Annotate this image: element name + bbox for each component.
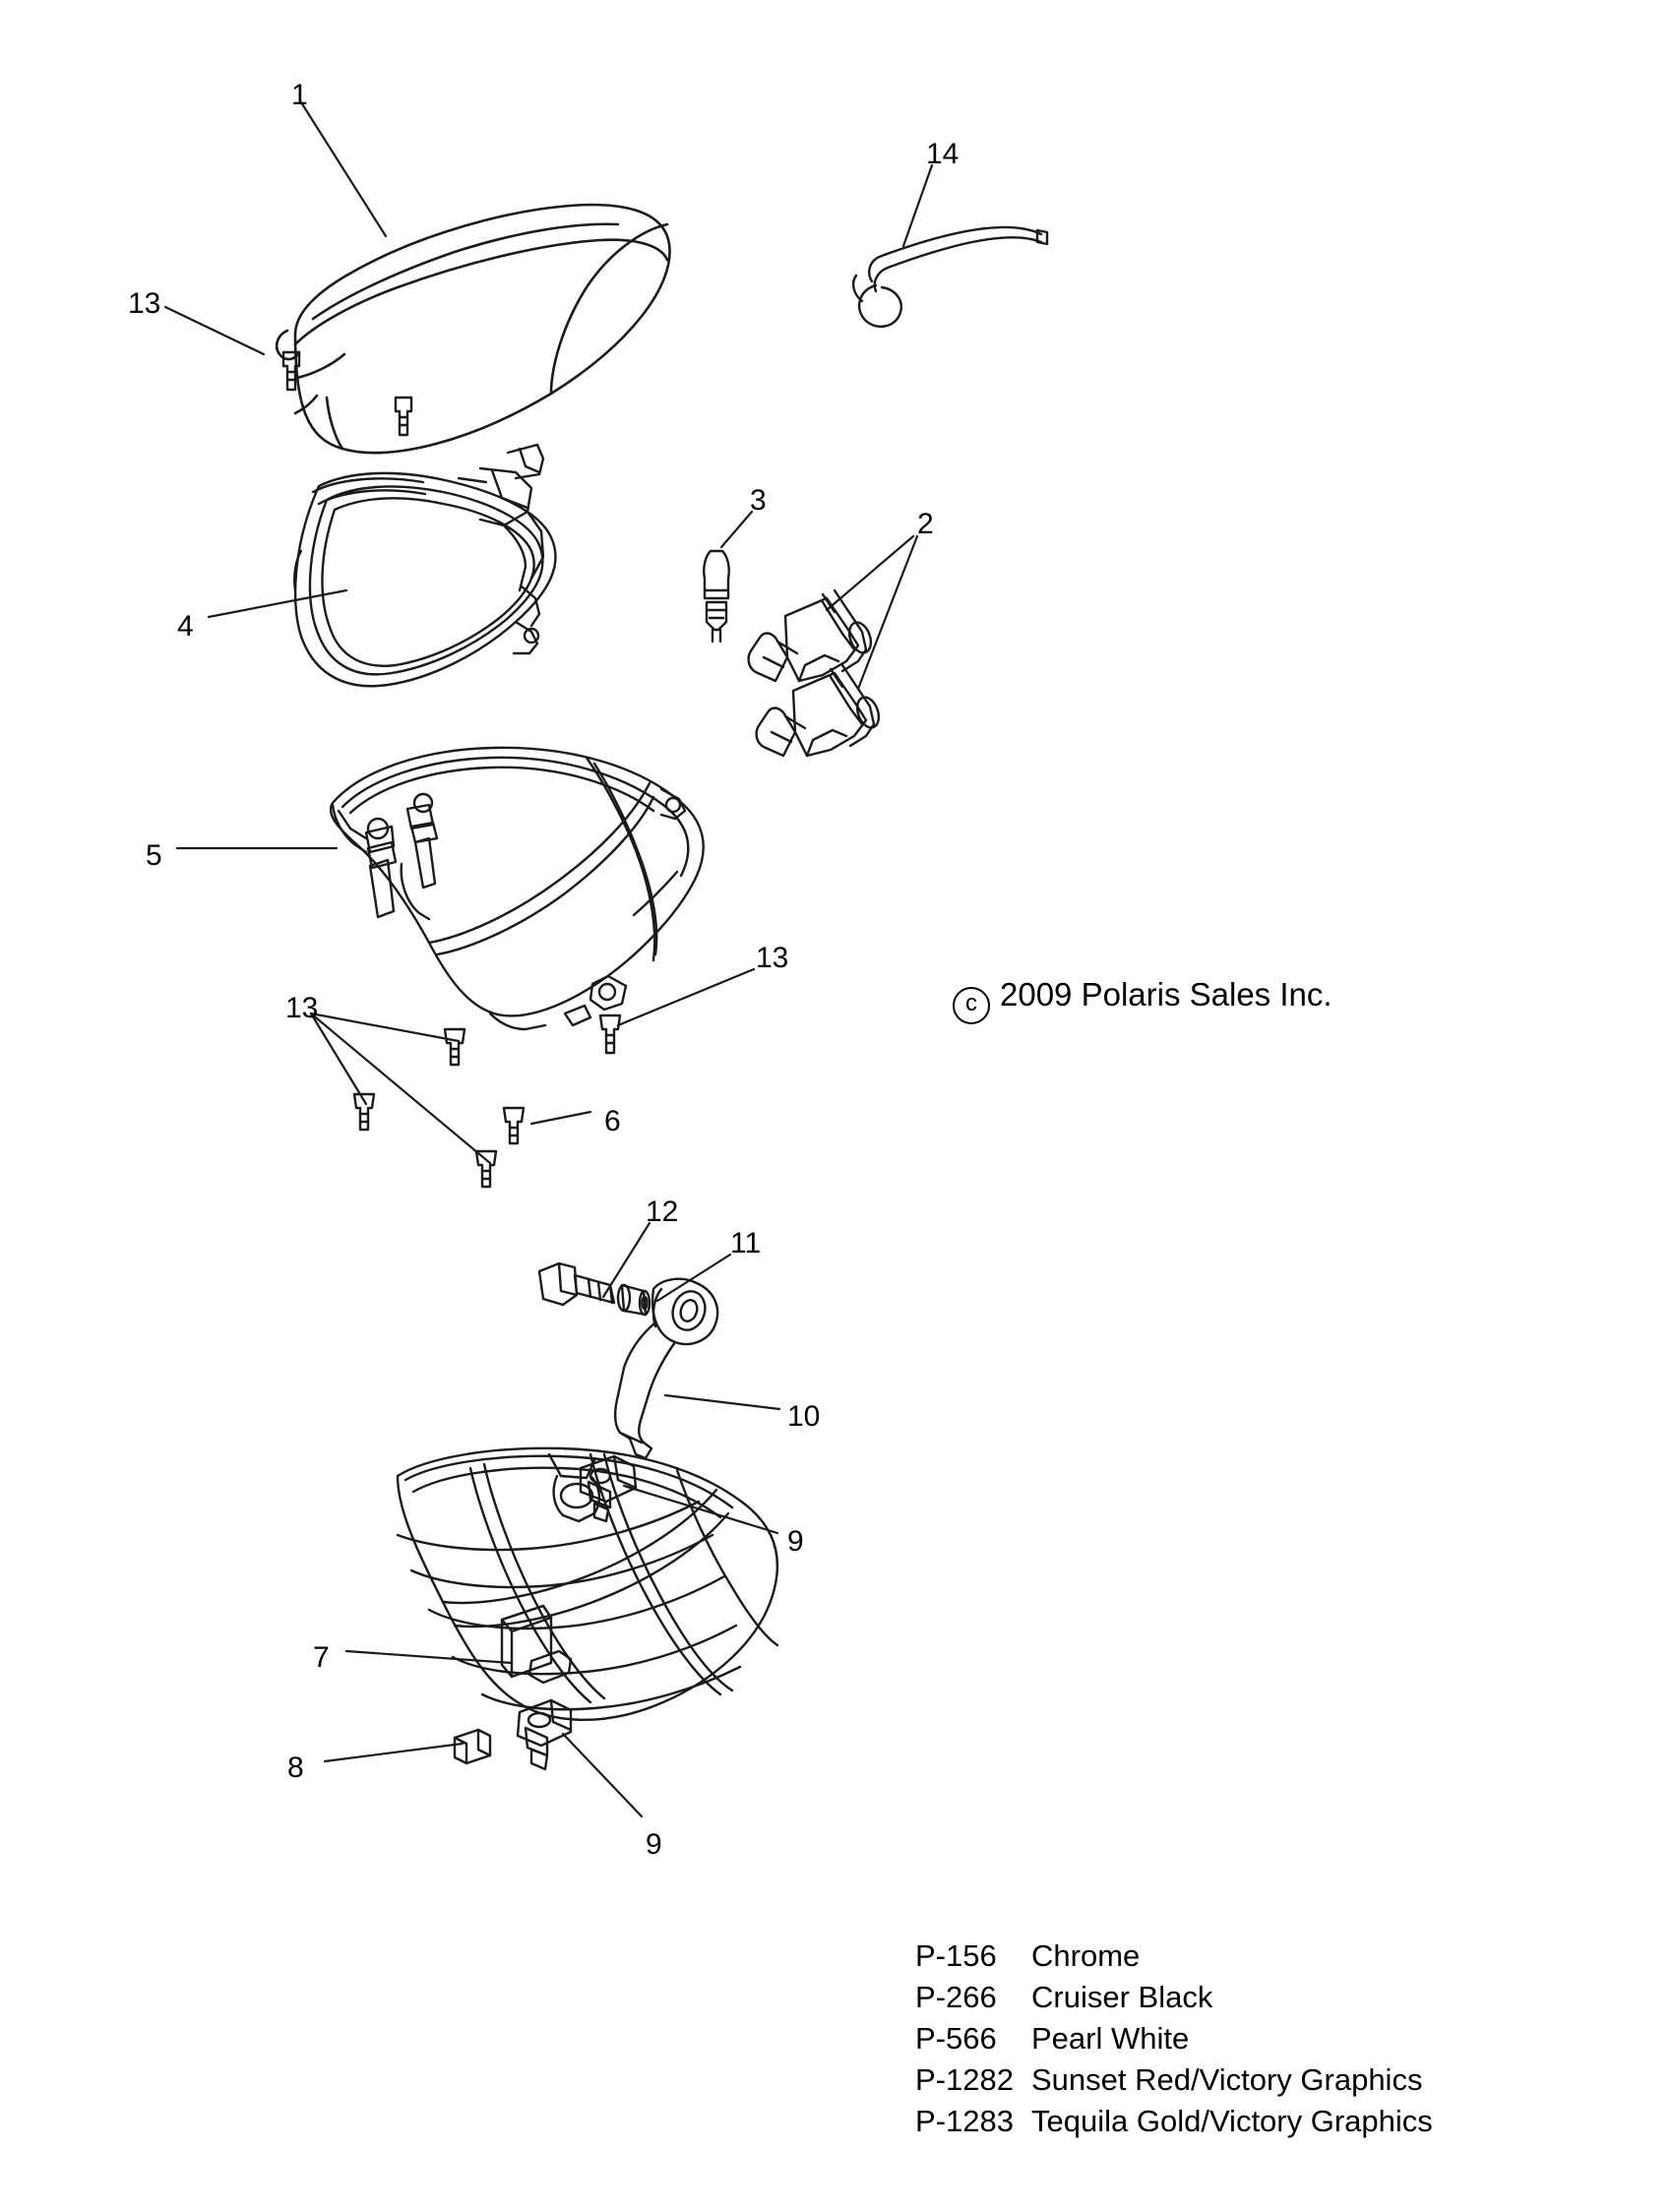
callout-1-top-cover: 1 [291,79,308,111]
legend-description: Chrome [1031,1938,1141,1973]
part-6-screw [504,1108,524,1143]
callout-6-screw: 6 [604,1105,621,1137]
part-8-nut [455,1730,490,1763]
callout-12-bolt: 12 [646,1196,679,1228]
callout-13-screw-right: 13 [756,942,789,974]
callout-2-bulb-socket: 2 [917,508,934,540]
callout-10-bracket-arm: 10 [787,1400,821,1433]
part-9-grommet-lower [518,1700,571,1769]
callout-9-grommet-upper: 9 [787,1525,804,1558]
part-13-screw-c [445,1029,465,1065]
part-main-body [398,1448,777,1720]
part-10-bracket-arm [615,1279,717,1458]
part-14-cable-tie [853,227,1047,327]
legend-item [915,2059,1433,2101]
legend-description: Cruiser Black [1031,1980,1213,2014]
part-2-bulb-socket-upper [749,590,875,681]
legend-code: P-266 [915,1980,997,2014]
legend-description: Sunset Red/Victory Graphics [1031,2062,1423,2097]
callout-9-grommet-lower: 9 [646,1828,662,1861]
part-11-spacer [618,1285,650,1315]
legend-item [915,2101,1433,2142]
part-4-headlight-lens [294,445,555,686]
legend-description: Pearl White [1031,2021,1190,2056]
callout-14-cable-tie: 14 [926,138,960,170]
legend-description: Tequila Gold/Victory Graphics [1031,2104,1433,2138]
copyright-notice [953,976,1332,1024]
part-3-bulb [704,551,729,642]
legend-code: P-156 [915,1938,997,1973]
part-13-screw-d [600,1015,620,1053]
legend-code: P-566 [915,2021,997,2056]
callout-4-lens: 4 [177,610,194,643]
legend-code: P-1283 [915,2104,1014,2138]
part-12-bolt [539,1263,614,1305]
legend-code: P-1282 [915,2062,1014,2097]
callout-13-screw-upper: 13 [128,287,161,320]
legend-item [915,1936,1433,1977]
legend-item [915,1977,1433,2018]
part-13-screw-b [396,398,411,435]
copyright-text: 2009 Polaris Sales Inc. [1000,976,1332,1013]
callout-7-pad: 7 [313,1641,330,1674]
color-legend [915,1936,1433,2142]
callout-8-nut: 8 [287,1751,304,1784]
leader-lines [165,102,932,1816]
callout-13-screw-group: 13 [285,992,319,1024]
part-13-screw-f [476,1151,496,1187]
part-5-headlight-housing [331,748,704,1029]
callout-5-housing: 5 [146,839,162,872]
callout-3-bulb: 3 [750,484,767,517]
callout-11-spacer: 11 [730,1227,762,1260]
part-seat-cover [277,205,669,453]
legend-item [915,2018,1433,2059]
copyright-icon: c [953,987,990,1024]
